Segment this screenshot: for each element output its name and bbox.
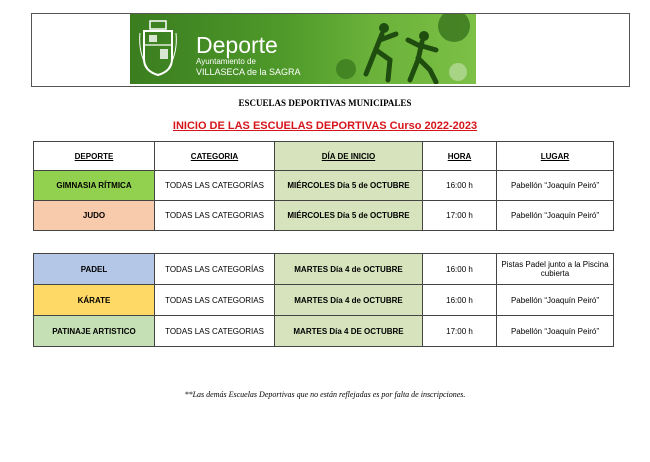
place-cell: Pistas Padel junto a la Piscina cubierta [497, 254, 614, 285]
time-cell: 17:00 h [423, 316, 497, 347]
table-row [34, 171, 614, 201]
date-cell: MIÉRCOLES Día 5 de OCTUBRE [275, 171, 423, 201]
header-lugar: LUGAR [497, 142, 614, 171]
sport-cell: KÁRATE [34, 285, 155, 316]
sport-cell: PATINAJE ARTISTICO [34, 316, 155, 347]
time-cell: 16:00 h [423, 254, 497, 285]
date-cell: MARTES Día 4 de OCTUBRE [275, 254, 423, 285]
schedule-table-wednesday [33, 141, 614, 231]
header-deporte: DEPORTE [34, 142, 155, 171]
footnote: **Las demás Escuelas Deportivas que no están reflejadas es por falta de inscripciones. [184, 390, 466, 399]
date-cell: MARTES Día 4 DE OCTUBRE [275, 316, 423, 347]
page-subheading: INICIO DE LAS ESCUELAS DEPORTIVAS Curso 2022-2023 [172, 120, 478, 132]
place-cell: Pabellón “Joaquín Peiró” [497, 201, 614, 231]
time-cell: 16:00 h [423, 171, 497, 201]
category-cell: TODAS LAS CATEGORÍAS [155, 254, 275, 285]
time-cell: 16:00 h [423, 285, 497, 316]
page-heading: ESCUELAS DEPORTIVAS MUNICIPALES [238, 98, 412, 108]
time-cell: 17:00 h [423, 201, 497, 231]
header-hora: HORA [423, 142, 497, 171]
category-cell: TODAS LAS CATEGORIAS [155, 316, 275, 347]
date-cell: MARTES Día 4 de OCTUBRE [275, 285, 423, 316]
brand-line2: VILLASECA de la SAGRA [196, 67, 301, 77]
schedule-table-tuesday [33, 253, 614, 347]
municipal-crest-icon [138, 19, 178, 77]
sport-cell: PADEL [34, 254, 155, 285]
header-dia-de-inicio: DÍA DE INICIO [275, 142, 423, 171]
category-cell: TODAS LAS CATEGORÍAS [155, 171, 275, 201]
category-cell: TODAS LAS CATEGORIAS [155, 201, 275, 231]
brand-line1: Ayuntamiento de [196, 57, 256, 66]
sport-cell: JUDO [34, 201, 155, 231]
category-cell: TODAS LAS CATEGORIAS [155, 285, 275, 316]
place-cell: Pabellón “Joaquín Peiró” [497, 316, 614, 347]
brand-title: Deporte [196, 32, 278, 58]
place-cell: Pabellón “Joaquín Peiró” [497, 171, 614, 201]
athletes-silhouette-icon [326, 14, 476, 84]
table-row [34, 254, 614, 285]
deporte-banner [130, 14, 476, 84]
sport-cell: GIMNASIA RÍTMICA [34, 171, 155, 201]
table-row [34, 201, 614, 231]
table-header-row [34, 142, 614, 171]
header-categoria: CATEGORIA [155, 142, 275, 171]
place-cell: Pabellón “Joaquín Peiró” [497, 285, 614, 316]
table-row [34, 316, 614, 347]
date-cell: MIÉRCOLES Día 5 de OCTUBRE [275, 201, 423, 231]
table-row [34, 285, 614, 316]
